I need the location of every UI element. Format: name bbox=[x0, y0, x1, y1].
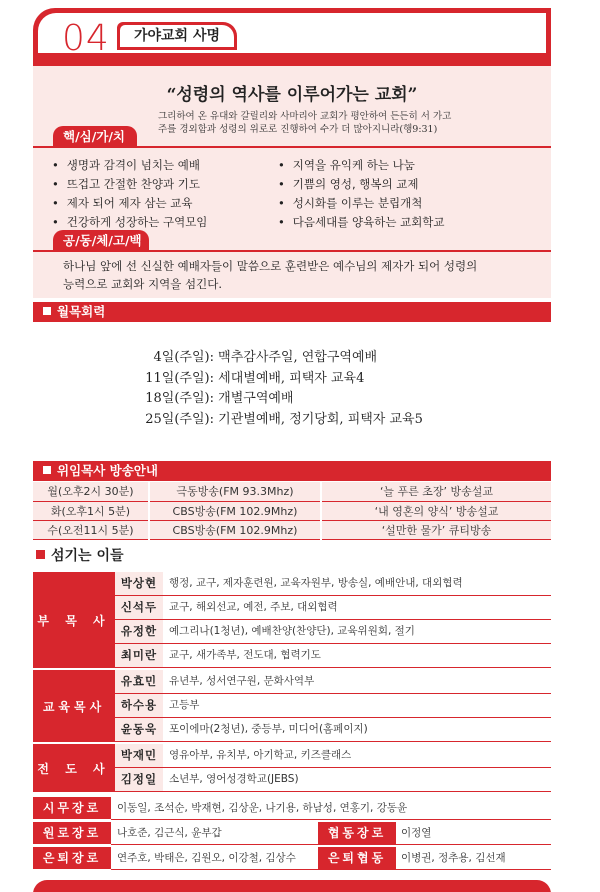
role-label: 전 도 사 bbox=[33, 744, 115, 792]
list-item: 18일(주일): 개별구역예배 bbox=[145, 391, 294, 406]
table-row: 최미란 교구, 새가족부, 전도대, 협력기도 bbox=[115, 644, 551, 668]
list-item: • 뜨겁고 간절한 찬양과 기도 bbox=[52, 175, 207, 194]
mission-slogan: “성령의 역사를 이루어가는 교회” bbox=[166, 85, 418, 105]
core-values-left bbox=[52, 156, 207, 232]
table-row: 유정한 예그리나(1청년), 예배찬양(찬양단), 교육위원회, 절기 bbox=[115, 620, 551, 644]
square-icon bbox=[36, 550, 45, 559]
divider bbox=[33, 250, 551, 252]
table-row: 유효민 유년부, 성서연구원, 문화사역부 bbox=[115, 670, 551, 694]
table-row: 화(오후1시 5분) CBS방송(FM 102.9Mhz) ‘내 영혼의 양식’ 방송설교 bbox=[33, 501, 551, 520]
retired-elders-label: 은퇴장로 bbox=[33, 847, 111, 869]
list-item: • 건강하게 성장하는 구역모임 bbox=[52, 213, 207, 232]
emeritus-elders-label: 원로장로 bbox=[33, 822, 111, 844]
header-inner bbox=[38, 13, 546, 53]
elders-row-emeritus bbox=[33, 822, 551, 846]
list-item: • 성시화를 이루는 분립개척 bbox=[278, 194, 445, 213]
divider bbox=[111, 869, 551, 870]
list-item: • 생명과 감격이 넘치는 예배 bbox=[52, 156, 207, 175]
coop-elders-names: 이정열 bbox=[401, 827, 432, 839]
table-row: 월(오후2시 30분) 극동방송(FM 93.3Mhz) ‘늘 푸른 초장’ 방송설교 bbox=[33, 482, 551, 501]
list-item: 11일(주일): 세대별예배, 피택자 교육4 bbox=[145, 370, 365, 386]
active-elders-label: 시무장로 bbox=[33, 797, 111, 819]
confession-line: 능력으로 교회와 지역을 섬긴다. bbox=[63, 277, 223, 291]
retired-elders-names: 연주호, 박태은, 김원오, 이강철, 김상수 bbox=[117, 852, 296, 864]
retired-coop-names: 이병권, 정추용, 김선재 bbox=[401, 852, 506, 864]
elders-row-retired bbox=[33, 847, 551, 871]
table-row: 신석두 교구, 해외선교, 예전, 주보, 대외협력 bbox=[115, 596, 551, 620]
divider bbox=[33, 146, 551, 148]
list-item: 25일(주일): 기관별예배, 정기당회, 피택자 교육5 bbox=[145, 411, 423, 427]
role-label: 부 목 사 bbox=[33, 572, 115, 668]
divider bbox=[111, 844, 551, 845]
square-icon bbox=[43, 466, 51, 474]
scripture-line: 그리하여 온 유대와 갈릴리와 사마리아 교회가 평안하여 든든히 서 가고 bbox=[158, 111, 452, 122]
section-title: 가야교회 사명 bbox=[120, 25, 234, 47]
table-row: 김정일 소년부, 영어성경학교(JEBS) bbox=[115, 768, 551, 792]
table-row: 하수용 고등부 bbox=[115, 694, 551, 718]
core-values-label: 핵/심/가/치 bbox=[53, 126, 137, 148]
elders-row-active bbox=[33, 797, 551, 821]
broadcast-bar bbox=[33, 461, 551, 481]
monthly-list bbox=[122, 348, 423, 430]
table-row: 윤동욱 포이에마(2청년), 중등부, 미디어(홈페이지) bbox=[115, 718, 551, 742]
broadcast-table bbox=[33, 482, 551, 540]
confession-line: 하나님 앞에 선 신실한 예배자들이 말씀으로 훈련받은 예수님의 제자가 되어 성령의 bbox=[63, 259, 478, 273]
community-label: 공/동/체/고/백 bbox=[53, 230, 149, 252]
divider bbox=[111, 819, 551, 820]
table-row: 박재민 영유아부, 유치부, 아기학교, 키즈클래스 bbox=[115, 744, 551, 768]
community-confession bbox=[63, 257, 513, 293]
monthly-title: 월목회력 bbox=[57, 304, 106, 319]
table-row: 박상현 행정, 교구, 제자훈련원, 교육자원부, 방송실, 예배안내, 대외협력 bbox=[115, 572, 551, 596]
role-label: 교육목사 bbox=[33, 670, 115, 742]
active-elders-names: 이동일, 조석순, 박재현, 김상운, 나기용, 하남성, 연홍기, 강동윤 bbox=[117, 802, 408, 814]
broadcast-title: 위임목사 방송안내 bbox=[57, 463, 158, 478]
scripture-line: 주를 경외함과 성령의 위로로 진행하여 수가 더 많아지니라(행9:31) bbox=[158, 124, 438, 135]
square-icon bbox=[43, 307, 51, 315]
list-item: 4일(주일): 맥추감사주일, 연합구역예배 bbox=[153, 350, 378, 365]
core-values-right bbox=[278, 156, 445, 232]
list-item: • 제자 되어 제자 삼는 교육 bbox=[52, 194, 207, 213]
coop-elders-label: 협동장로 bbox=[318, 822, 396, 844]
servants-heading: 섬기는 이들 bbox=[36, 545, 124, 565]
list-item: • 기쁨의 영성, 행복의 교제 bbox=[278, 175, 445, 194]
section-title-tab bbox=[117, 22, 237, 50]
footer-bar bbox=[33, 880, 551, 892]
list-item: • 지역을 유익케 하는 나눔 bbox=[278, 156, 445, 175]
list-item: • 다음세대를 양육하는 교회학교 bbox=[278, 213, 445, 232]
retired-coop-label: 은퇴협동 bbox=[318, 847, 396, 869]
table-row: 수(오전11시 5분) CBS방송(FM 102.9Mhz) ‘설만한 물가’ 큐티방송 bbox=[33, 520, 551, 539]
mission-scripture bbox=[158, 110, 548, 136]
section-number: 04 bbox=[62, 18, 110, 59]
emeritus-elders-names: 나호준, 김근식, 윤부갑 bbox=[117, 827, 222, 839]
monthly-bar bbox=[33, 302, 551, 322]
